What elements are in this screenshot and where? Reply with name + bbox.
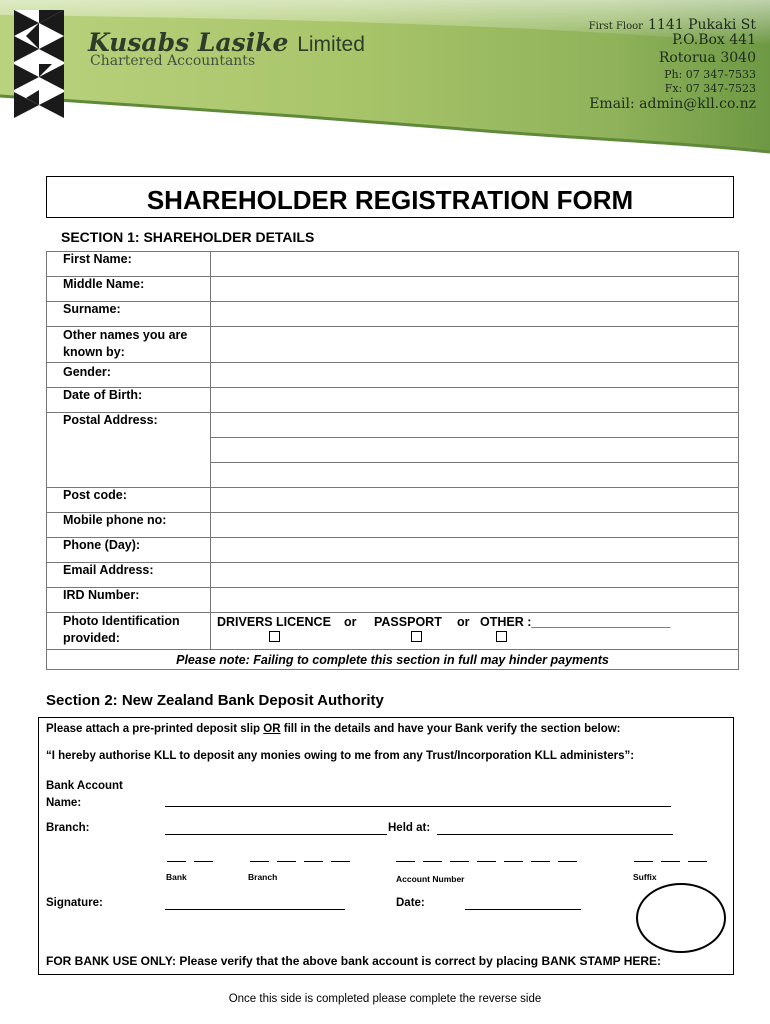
surname-field[interactable] [211, 302, 739, 327]
bank-sublabel: Bank [166, 872, 187, 882]
other-names-label: Other names you are known by: [47, 327, 211, 363]
mobile-field[interactable] [211, 513, 739, 538]
ird-field[interactable] [211, 588, 739, 613]
or-label-2: or [457, 615, 470, 629]
passport-label: PASSPORT [374, 615, 442, 629]
held-at-line[interactable] [437, 834, 673, 835]
address-street: First Floor 1141 Pukaki St [588, 17, 756, 33]
company-subtitle: Chartered Accountants [90, 53, 256, 69]
section1-note: Please note: Failing to complete this section in full may hinder payments [176, 653, 609, 667]
suffix-sublabel: Suffix [633, 872, 657, 882]
gender-field[interactable] [211, 363, 739, 388]
phone-day-field[interactable] [211, 538, 739, 563]
dob-label: Date of Birth: [47, 388, 211, 413]
other-label: OTHER :____________________ [480, 615, 671, 629]
branch-label: Branch: [46, 822, 90, 834]
date-label: Date: [396, 897, 425, 909]
drivers-licence-checkbox[interactable] [269, 631, 280, 642]
branch-line[interactable] [165, 834, 387, 835]
logo-triangles-icon [14, 10, 64, 118]
middle-name-field[interactable] [211, 277, 739, 302]
section2-heading: Section 2: New Zealand Bank Deposit Authority [46, 692, 384, 709]
middle-name-label: Middle Name: [47, 277, 211, 302]
authorise-statement: “I hereby authorise KLL to deposit any monies owing to me from any Trust/Incorporation KLL administers”: [46, 750, 635, 762]
mobile-label: Mobile phone no: [47, 513, 211, 538]
ird-label: IRD Number: [47, 588, 211, 613]
photo-id-label: Photo Identification provided: [47, 613, 211, 650]
section1-heading: SECTION 1: SHAREHOLDER DETAILS [61, 229, 315, 245]
bank-stamp-circle [636, 883, 726, 953]
company-name: Kusabs Lasike Limited [88, 28, 365, 57]
form-title-box [46, 176, 734, 218]
branch-sublabel: Branch [248, 872, 278, 882]
held-at-label: Held at: [388, 822, 431, 834]
address-pobox: P.O.Box 441 [672, 32, 756, 48]
or-label-1: or [344, 615, 357, 629]
phone-day-label: Phone (Day): [47, 538, 211, 563]
phone-number: Ph: 07 347-7533 [664, 68, 756, 81]
bank-account-name-label: Bank Account Name: [46, 780, 123, 809]
bank-account-name-line[interactable] [165, 806, 671, 807]
signature-line[interactable] [165, 909, 345, 910]
address-city: Rotorua 3040 [658, 50, 756, 66]
drivers-licence-label: DRIVERS LICENCE [217, 615, 331, 629]
postcode-field[interactable] [211, 488, 739, 513]
dob-field[interactable] [211, 388, 739, 413]
bank-use-only-note: FOR BANK USE ONLY: Please verify that the above bank account is correct by placing BANK STAMP HERE: [46, 954, 662, 968]
deposit-instructions: Please attach a pre-printed deposit slip OR fill in the details and have your Bank verify the section below: [46, 723, 621, 735]
letterhead [0, 0, 770, 160]
surname-label: Surname: [47, 302, 211, 327]
postal-address-label: Postal Address: [47, 413, 211, 488]
footer-note: Once this side is completed please complete the reverse side [228, 993, 542, 1005]
account-number-sublabel: Account Number [396, 874, 465, 884]
shareholder-details-table [46, 251, 739, 670]
signature-label: Signature: [46, 897, 103, 909]
postal-address-line-1[interactable] [211, 413, 739, 438]
gender-label: Gender: [47, 363, 211, 388]
email-field[interactable] [211, 563, 739, 588]
passport-checkbox[interactable] [411, 631, 422, 642]
email-label: Email Address: [47, 563, 211, 588]
first-name-label: First Name: [47, 252, 211, 277]
postcode-label: Post code: [47, 488, 211, 513]
section1-note-row [47, 650, 739, 670]
other-names-field[interactable] [211, 327, 739, 363]
fax-number: Fx: 07 347-7523 [664, 82, 756, 95]
photo-id-options [211, 613, 739, 650]
form-title: SHAREHOLDER REGISTRATION FORM [146, 185, 634, 215]
date-line[interactable] [465, 909, 581, 910]
postal-address-line-3[interactable] [211, 463, 739, 488]
other-checkbox[interactable] [496, 631, 507, 642]
postal-address-line-2[interactable] [211, 438, 739, 463]
email-address: Email: admin@kll.co.nz [589, 96, 756, 112]
first-name-field[interactable] [211, 252, 739, 277]
